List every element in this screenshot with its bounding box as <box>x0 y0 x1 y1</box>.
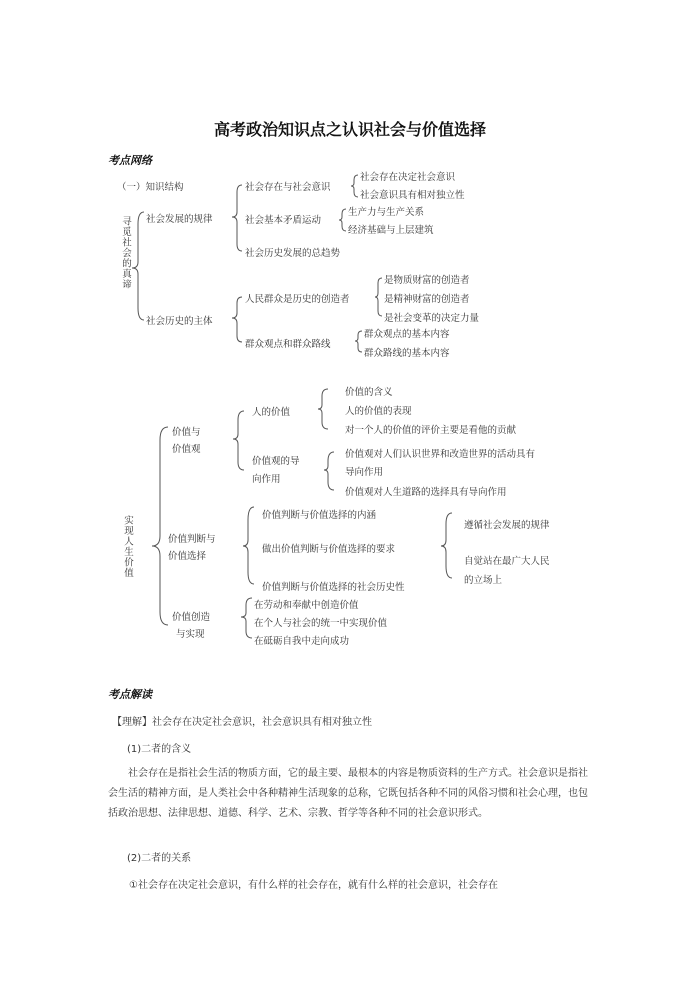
sub-heading-relation: (2)二者的关系 <box>127 853 192 864</box>
page-title: 高考政治知识点之认识社会与价值选择 <box>213 120 486 139</box>
node-judgment-line1: 价值判断与 <box>168 534 216 545</box>
section-heading-network: 考点网络 <box>108 154 152 167</box>
leaf-material-wealth: 是物质财富的创造者 <box>384 275 470 286</box>
bracket-subject-2 <box>355 331 362 352</box>
knowledge-structure-label: （一）知识结构 <box>117 182 184 193</box>
node-judgment-meaning: 价值判断与价值选择的内涵 <box>262 510 377 521</box>
section-heading-analysis: 考点解读 <box>108 688 152 701</box>
leaf-value-meaning: 价值的含义 <box>345 387 393 398</box>
node-mass-line: 群众观点和群众路线 <box>245 339 331 350</box>
leaf-mass-line-content: 群众路线的基本内容 <box>364 348 450 359</box>
bracket-subject <box>232 297 242 342</box>
leaf-productive-forces: 生产力与生产关系 <box>348 207 425 218</box>
node-social-law: 社会发展的规律 <box>146 214 213 225</box>
leaf-value-evaluation: 对一个人的价值的评价主要是看他的贡献 <box>345 425 517 436</box>
node-existence-consciousness: 社会存在与社会意识 <box>245 182 331 193</box>
bracket-subject-1 <box>375 278 382 316</box>
node-history-subject: 社会历史的主体 <box>146 316 213 327</box>
paragraph-meaning: 社会存在是指社会生活的物质方面，它的最主要、最根本的内容是物质资料的生产方式。社会意识是指社会生活的精神方面，是人类社会中各种精神生活现象的总称，它既包括各种不同的风俗习惯和社会心理，也包括政治思想、法律思想、道德、科学、艺术、宗教、哲学等各种不同的社会意识形式。 <box>108 768 588 819</box>
leaf-people-stand-line2: 的立场上 <box>464 575 503 586</box>
leaf-consciousness-independence: 社会意识具有相对独立性 <box>360 190 465 201</box>
leaf-labor-dedication: 在劳动和奉献中创造价值 <box>254 600 359 611</box>
node-judgment-requirements: 做出价值判断与价值选择的要求 <box>262 544 396 555</box>
node-basic-contradiction: 社会基本矛盾运动 <box>245 215 322 226</box>
leaf-individual-society: 在个人与社会的统一中实现价值 <box>254 618 388 629</box>
leaf-guide-life-road: 价值观对人生道路的选择具有导向作用 <box>345 487 507 498</box>
bracket-guide <box>324 452 334 490</box>
node-value-line1: 价值与 <box>172 427 201 438</box>
bracket-law-1 <box>351 175 358 197</box>
node-person-value: 人的价值 <box>252 407 291 418</box>
leaf-spiritual-wealth: 是精神财富的创造者 <box>384 294 470 305</box>
root-label-society: 寻觅社会的真谛 <box>120 216 131 290</box>
node-guide-line2: 向作用 <box>252 474 281 485</box>
sub-heading-meaning: (1)二者的含义 <box>127 744 192 755</box>
node-people-creators: 人民群众是历史的创造者 <box>245 294 350 305</box>
leaf-people-stand-line1: 自觉站在最广大人民 <box>464 556 550 567</box>
bracket-person-value <box>318 389 328 429</box>
leaf-social-change: 是社会变革的决定力量 <box>384 313 480 324</box>
key-point: 【理解】社会存在决定社会意识，社会意识具有相对独立性 <box>112 717 372 728</box>
node-general-trend: 社会历史发展的总趋势 <box>245 248 341 259</box>
node-judgment-line2: 价值选择 <box>168 551 207 562</box>
node-creation-line1: 价值创造 <box>172 612 211 623</box>
bracket-root-1 <box>132 212 144 320</box>
node-judgment-historical: 价值判断与价值选择的社会历史性 <box>262 582 405 593</box>
leaf-existence-determines: 社会存在决定社会意识 <box>360 172 456 183</box>
leaf-economic-base: 经济基础与上层建筑 <box>348 225 434 236</box>
bracket-root-2 <box>152 427 168 625</box>
bracket-judgment <box>243 507 254 584</box>
bracket-law <box>232 185 242 251</box>
leaf-guide-world-line2: 导向作用 <box>345 467 384 478</box>
node-guide-line1: 价值观的导 <box>252 456 300 467</box>
leaf-mass-viewpoint: 群众观点的基本内容 <box>364 329 450 340</box>
bracket-value <box>233 411 244 470</box>
node-value-line2: 价值观 <box>172 444 201 455</box>
leaf-guide-world-line1: 价值观对人们认识世界和改造世界的活动具有 <box>345 449 536 460</box>
leaf-self-improvement: 在砥砺自我中走向成功 <box>254 636 350 647</box>
bracket-law-2 <box>339 209 346 231</box>
node-creation-line2: 与实现 <box>176 629 205 640</box>
paragraph-relation: ①社会存在决定社会意识，有什么样的社会存在，就有什么样的社会意识，社会存在 <box>129 880 498 891</box>
leaf-follow-law: 遵循社会发展的规律 <box>464 520 550 531</box>
leaf-value-expression: 人的价值的表现 <box>345 406 412 417</box>
bracket-creation <box>241 598 252 638</box>
root-label-life-value: 实现人生价值 <box>122 515 133 578</box>
bracket-requirements <box>441 513 452 578</box>
